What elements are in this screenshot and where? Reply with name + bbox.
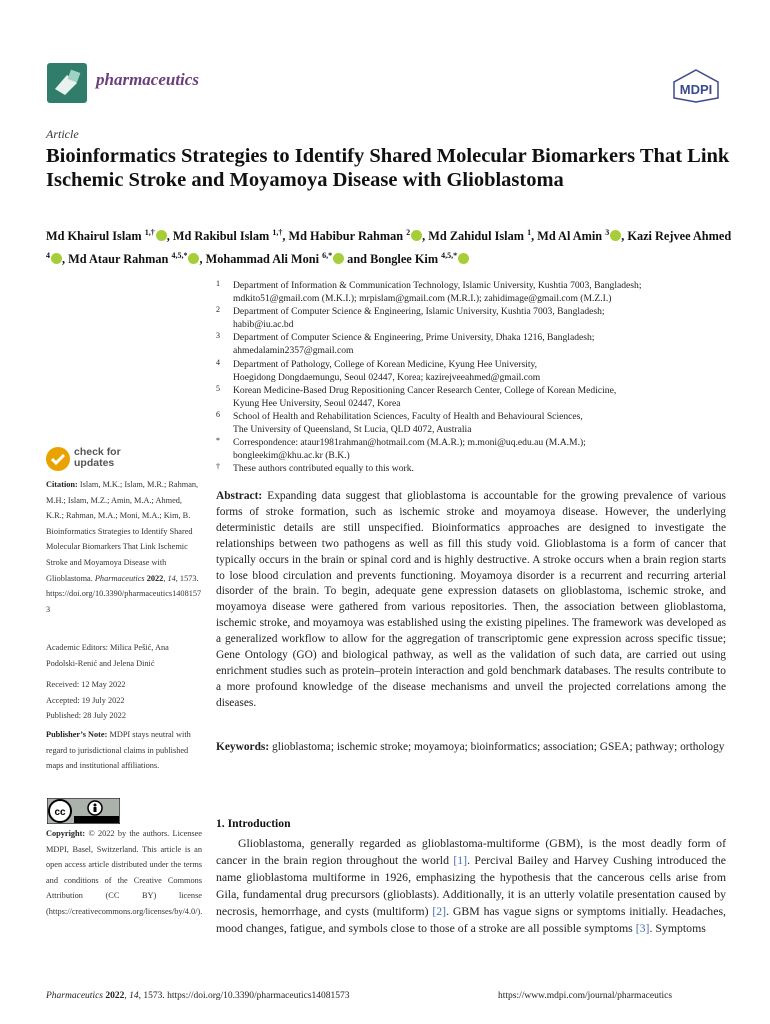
publisher-note-label: Publisher’s Note: bbox=[46, 730, 108, 739]
keywords-text: glioblastoma; ischemic stroke; moyamoya; bioinformatics; association; GSEA; pathway; orthology bbox=[272, 741, 725, 753]
affiliation-item bbox=[216, 462, 726, 475]
copyright-label: Copyright: bbox=[46, 829, 86, 838]
article-type: Article bbox=[46, 127, 79, 141]
author-name[interactable]: Md Ataur Rahman bbox=[68, 252, 169, 267]
citation-label: Citation: bbox=[46, 480, 78, 489]
keywords-label: Keywords: bbox=[216, 741, 270, 753]
affiliation-number: 1 bbox=[216, 279, 220, 288]
citation-link-2[interactable]: [2] bbox=[432, 904, 447, 918]
mdpi-logo-text: MDPI bbox=[679, 82, 713, 97]
author-name[interactable]: Md Khairul Islam bbox=[46, 229, 142, 244]
orcid-icon[interactable] bbox=[411, 230, 422, 241]
academic-editors: Academic Editors: Milica Pešić, Ana Podolski-Renić and Jelena Dinić bbox=[46, 643, 169, 668]
affiliation-number: 2 bbox=[216, 305, 220, 315]
affiliation-line: Kyung Hee University, Seoul 02447, Korea bbox=[233, 397, 401, 409]
affiliation-line: mdkito51@gmail.com (M.K.I.); mrpislam@gmail.com (M.R.I.); zahidimage@gmail.com (M.Z.I.) bbox=[233, 293, 612, 305]
author-name[interactable]: Md Al Amin bbox=[537, 229, 603, 244]
affiliation-line: These authors contributed equally to this work. bbox=[233, 463, 414, 475]
author-separator: , bbox=[62, 252, 69, 267]
citation-journal: Pharmaceutics bbox=[94, 573, 145, 583]
orcid-icon[interactable] bbox=[188, 253, 199, 264]
check-for-updates-button[interactable] bbox=[46, 447, 166, 473]
affiliation-line: Korean Medicine-Based Drug Repositioning Cancer Research Center, College of Korean Medicine, bbox=[233, 384, 617, 396]
check-updates-line2: updates bbox=[74, 457, 115, 469]
affiliation-number: † bbox=[216, 462, 220, 472]
footer-year: 2022 bbox=[105, 991, 125, 1001]
affiliation-line: School of Health and Rehabilitation Sciences, Faculty of Health and Behavioural Sciences, bbox=[233, 410, 583, 422]
affiliation-number: 6 bbox=[216, 409, 220, 419]
author-name[interactable]: Kazi Rejvee Ahmed bbox=[627, 229, 732, 244]
author-name[interactable]: Md Rakibul Islam bbox=[172, 229, 270, 244]
dates-block bbox=[46, 677, 202, 724]
accepted-date: Accepted: 19 July 2022 bbox=[46, 695, 125, 705]
author-affiliation-marker: 4,5,* bbox=[441, 251, 458, 261]
keywords bbox=[216, 740, 726, 756]
affiliation-item bbox=[216, 279, 726, 305]
affiliation-line: bongleekim@khu.ac.kr (B.K.) bbox=[233, 450, 350, 462]
introduction-paragraph: Glioblastoma, generally regarded as glioblastoma-multiforme (GBM), is the most deadly form of cancer in the brain region throughout the world [1]. Percival Bailey and Harvey Cushing introduced the name glioblastoma multiforme in 1926, emphasizing the hypothesis that the cancerous cells arise from Gila, fundamental drug precursors (glioblasts). Additionally, it is an utterly volatile presentation caused by necrosis, hemorrhage, and cysts (multiform) [2]. GBM has vague signs or symptoms initially. Headaches, mood changes, fatigue, and symbols close to those of a stroke are all possible symptoms [3]. Symptoms bbox=[216, 836, 726, 935]
journal-logo-icon bbox=[47, 63, 87, 103]
author-affiliation-marker: 2 bbox=[406, 228, 411, 237]
copyright-text: © 2022 by the authors. Licensee MDPI, Basel, Switzerland. This article is an open access article distributed under the terms and conditions of the Creative Commons Attribution (CC BY) license (https://creativecommons.org/licenses/by/4.0/). bbox=[46, 829, 203, 916]
author-name[interactable]: Bonglee Kim bbox=[370, 252, 439, 267]
orcid-icon[interactable] bbox=[51, 253, 62, 264]
author-separator: , bbox=[621, 229, 628, 244]
author-separator: , bbox=[282, 229, 289, 244]
affiliation-line: Department of Computer Science & Engineering, Prime University, Dhaka 1216, Bangladesh; bbox=[233, 332, 595, 344]
affiliation-line: Correspondence: ataur1981rahman@hotmail.com (M.A.R.); m.moni@uq.edu.au (M.A.M.); bbox=[233, 437, 586, 449]
received-date: Received: 12 May 2022 bbox=[46, 680, 126, 689]
abstract bbox=[216, 489, 726, 712]
citation-text: Islam, M.K.; Islam, M.R.; Rahman, M.H.; Islam, M.Z.; Amin, M.A.; Ahmed, K.R.; Rahman, M.A.; Moni, M.A.; Kim, B. Bioinformatics Strategies to Identify Shared Molecular Biomarkers That Link Ischemic Stroke and Moyamoya Disease with Glioblastoma. bbox=[46, 480, 199, 583]
affiliation-item bbox=[216, 436, 726, 462]
affiliation-number: 5 bbox=[216, 383, 220, 393]
author-separator: , bbox=[422, 229, 429, 244]
citation-year: 2022 bbox=[146, 573, 164, 583]
author-affiliation-marker: 4,5,* bbox=[171, 251, 188, 261]
footer-citation: Pharmaceutics 2022, 14, 1573. https://doi.org/10.3390/pharmaceutics14081573 bbox=[46, 991, 350, 1001]
article-title: Bioinformatics Strategies to Identify Shared Molecular Biomarkers That Link Ischemic Stroke and Moyamoya Disease with Glioblastoma bbox=[46, 145, 730, 191]
check-updates-icon bbox=[46, 447, 70, 471]
affiliation-line: Department of Pathology, College of Korean Medicine, Kyung Hee University, bbox=[233, 358, 538, 370]
affiliation-number: 3 bbox=[216, 331, 220, 341]
affiliation-line: Hoegidong Dongdaemungu, Seoul 02447, Korea; kazirejveeahmed@gmail.com bbox=[233, 371, 541, 383]
author-list bbox=[46, 223, 736, 269]
author-affiliation-marker: 1,† bbox=[144, 228, 155, 237]
svg-text:cc: cc bbox=[54, 807, 66, 818]
author-affiliation-marker: 1 bbox=[527, 228, 532, 237]
copyright-block bbox=[46, 826, 202, 920]
section-heading-introduction: 1. Introduction bbox=[216, 817, 291, 830]
orcid-icon[interactable] bbox=[458, 253, 469, 264]
author-separator: , bbox=[166, 229, 173, 244]
affiliation-line: The University of Queensland, St Lucia, QLD 4072, Australia bbox=[233, 424, 472, 436]
citation-link-3[interactable]: [3] bbox=[635, 921, 650, 935]
footer-vol: 14 bbox=[129, 991, 139, 1001]
citation-pages: , 1573. bbox=[175, 573, 199, 583]
publisher-note bbox=[46, 727, 202, 774]
cc-by-license-icon[interactable] bbox=[47, 798, 120, 824]
footer-journal: Pharmaceutics bbox=[46, 991, 103, 1001]
affiliation-line: Department of Computer Science & Engineering, Islamic University, Kushtia 7003, Bangladesh; bbox=[233, 306, 605, 318]
citation-block: Citation: Islam, M.K.; Islam, M.R.; Rahman, M.H.; Islam, M.Z.; Amin, M.A.; Ahmed, K.R.; Rahman, M.A.; Moni, M.A.; Kim, B. Bioinformatics Strategies to Identify Shared Molecular Biomarkers That Link Ischemic Stroke and Moyamoya Disease with Glioblastoma. Pharmaceutics 2022, 14, 1573. https://doi.org/10.3390/pharmaceutics14081573 bbox=[46, 480, 202, 614]
check-updates-line1: check for bbox=[74, 446, 121, 458]
author-separator: , bbox=[199, 252, 206, 267]
journal-name[interactable]: pharmaceutics bbox=[96, 70, 199, 89]
citation-doi-link[interactable]: https://doi.org/10.3390/pharmaceutics14081573 bbox=[46, 589, 202, 614]
author-name[interactable]: Md Zahidul Islam bbox=[428, 229, 524, 244]
affiliation-item bbox=[216, 305, 726, 331]
abstract-label: Abstract: bbox=[216, 490, 263, 502]
affiliation-number: * bbox=[216, 436, 220, 446]
footer-journal-url[interactable]: https://www.mdpi.com/journal/pharmaceutics bbox=[498, 991, 673, 1001]
author-separator: and bbox=[344, 252, 371, 267]
affiliation-line: Department of Information & Communication Technology, Islamic University, Kushtia 7003, Bangladesh; bbox=[233, 280, 642, 291]
citation-link-1[interactable]: [1] bbox=[453, 853, 468, 867]
abstract-text: Expanding data suggest that glioblastoma is accountable for the growing prevalence of various forms of stroke formation, such as ischemic stroke and moyamoya disease. However, the underlying deterministic details are still unspecified. Bioinformatics approaches are designed to investigate the relationships between two pathogens as well as fill this study void. Glioblastoma is a form of cancer that typically occurs in the brain or spinal cord and is highly destructive. A stroke occurs when a brain region starts to lose blood circulation and prevents functioning. Moyamoya disorder is a recurrent and recurring arterial disorder of the brain. To begin, adequate gene expression datasets on glioblastoma, ischemic stroke, and moyamoya disease were gathered from various repositories. Then, the association between glioblastoma, ischemic stroke, and moyamoya was established using the existing pipelines. The framework was developed as a generalized workflow to allow for the aggregation of transcriptomic gene expression across specific tissue; Gene Ontology (GO) and biological pathway, as well as the validation of such data, are carried out using enrichment studies such as protein–protein interaction and gold benchmark databases. The results contribute to a more profound knowledge of the disease mechanisms and unveil the projected correlations among the diseases. bbox=[216, 490, 726, 709]
affiliation-item bbox=[216, 358, 726, 384]
author-affiliation-marker: 6,* bbox=[322, 251, 333, 261]
affiliation-line: ahmedalamin2357@gmail.com bbox=[233, 345, 354, 357]
affiliation-number: 4 bbox=[216, 357, 220, 367]
affiliation-item bbox=[216, 410, 726, 436]
published-date: Published: 28 July 2022 bbox=[46, 711, 126, 721]
author-name[interactable]: Md Habibur Rahman bbox=[288, 229, 404, 244]
author-affiliation-marker: 1,† bbox=[272, 228, 283, 237]
author-separator: , bbox=[531, 229, 538, 244]
orcid-icon[interactable] bbox=[156, 230, 167, 241]
publisher-note-text: MDPI stays neutral with regard to jurisdictional claims in published maps and institutional affiliations. bbox=[46, 730, 191, 771]
orcid-icon[interactable] bbox=[333, 253, 344, 264]
affiliation-line: habib@iu.ac.bd bbox=[233, 319, 294, 331]
author-affiliation-marker: 4 bbox=[46, 251, 50, 261]
affiliation-item bbox=[216, 384, 726, 410]
affiliation-item bbox=[216, 331, 726, 357]
author-affiliation-marker: 3 bbox=[605, 228, 610, 237]
citation-vol: 14 bbox=[167, 573, 176, 583]
orcid-icon[interactable] bbox=[610, 230, 621, 241]
author-name[interactable]: Mohammad Ali Moni bbox=[205, 252, 320, 267]
footer-doi-link[interactable]: , 1573. https://doi.org/10.3390/pharmaceutics14081573 bbox=[138, 991, 350, 1001]
mdpi-logo-icon[interactable] bbox=[668, 68, 724, 104]
affiliations bbox=[216, 279, 726, 475]
